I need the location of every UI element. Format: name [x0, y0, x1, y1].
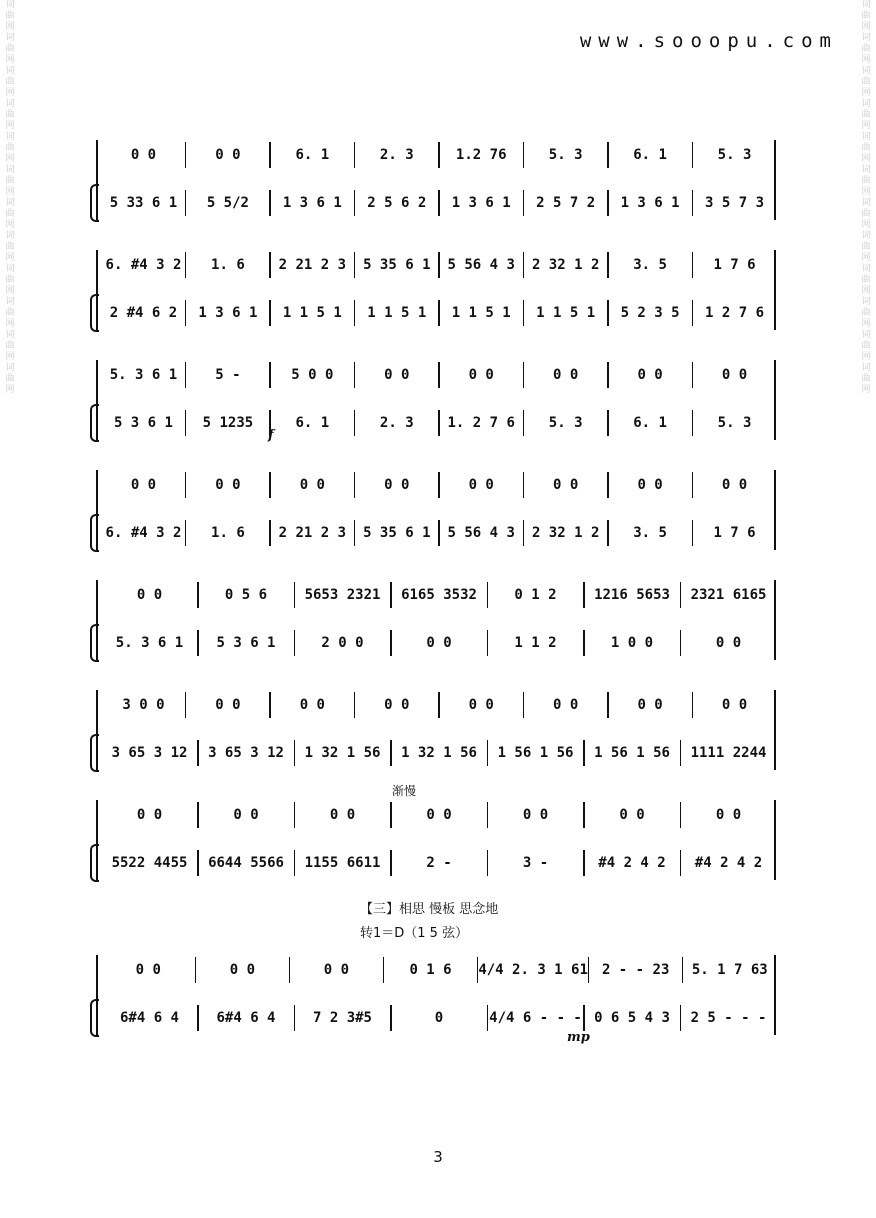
bottom-staff [102, 518, 776, 548]
measure: 0 0 [426, 807, 452, 823]
measure: 0 0 [637, 477, 663, 493]
measure: 1 32 1 56 [304, 745, 381, 761]
bottom-staff [102, 628, 776, 658]
measure: 1.2 76 [455, 147, 507, 163]
measure: 3. 5 [633, 525, 667, 541]
measure: 0 0 [468, 477, 494, 493]
measure: 0 0 [215, 147, 241, 163]
measure: 6. #4 3 2 [105, 257, 182, 273]
watermark-char: 网 [861, 88, 871, 98]
measure: 0 0 [329, 807, 356, 823]
measure: 5 0 0 [291, 367, 334, 383]
section-heading: 【三】相思 慢板 思念地 [360, 902, 499, 917]
measure: 2 5 - - - [690, 1010, 767, 1026]
watermark-char: 网 [5, 286, 15, 296]
watermark-char: 词 [5, 0, 15, 10]
watermark-char: 词 [5, 231, 15, 241]
bottom-staff [102, 408, 776, 438]
key-change: 转1＝D（1 5 弦） [360, 926, 469, 941]
watermark-char: 曲 [861, 308, 871, 318]
bottom-staff [102, 848, 776, 878]
top-staff [102, 140, 776, 170]
measure: 0 0 [215, 477, 241, 493]
measure: #4 2 4 2 [694, 855, 763, 871]
watermark-char: 曲 [5, 242, 15, 252]
measure: 6. 1 [633, 147, 667, 163]
top-staff [102, 955, 776, 985]
watermark-char: 网 [5, 154, 15, 164]
measure: 1 56 1 56 [497, 745, 574, 761]
score-system [96, 580, 776, 660]
measure: 6. 1 [295, 147, 330, 163]
measure: 5. 3 6 1 [109, 367, 178, 383]
measure: 1 3 6 1 [282, 195, 342, 211]
watermark-char: 曲 [861, 275, 871, 285]
measure: 0 0 [468, 697, 494, 713]
bottom-staff [102, 1003, 776, 1033]
measure: 6. 1 [295, 415, 330, 431]
score-system [96, 360, 776, 440]
watermark-char: 词 [861, 132, 871, 142]
measure: 0 0 [426, 635, 452, 651]
watermark-char: 网 [5, 220, 15, 230]
watermark-char: 曲 [5, 374, 15, 384]
measure: 1 1 5 1 [536, 305, 596, 321]
measure: 5. 3 [548, 415, 583, 431]
system-brace [90, 734, 99, 772]
measure: 5653 2321 [304, 587, 381, 603]
watermark-char: 曲 [5, 341, 15, 351]
watermark-char: 词 [861, 264, 871, 274]
measure: 6#4 6 4 [119, 1010, 179, 1026]
measure: 2 32 1 2 [531, 525, 600, 541]
measure: 1 7 6 [713, 525, 756, 541]
watermark-char: 词 [5, 264, 15, 274]
measure: 6644 5566 [208, 855, 284, 871]
score-system [96, 470, 776, 550]
watermark-char: 词 [5, 33, 15, 43]
measure: 0 0 [299, 477, 325, 493]
measure: 2321 6165 [690, 587, 767, 603]
watermark-char: 词 [861, 99, 871, 109]
measure: 0 0 [384, 367, 410, 383]
watermark-char: 词 [861, 33, 871, 43]
watermark-char: 网 [861, 154, 871, 164]
watermark-char: 词 [5, 165, 15, 175]
watermark-char: 词 [861, 363, 871, 373]
measure: 0 0 [135, 962, 161, 978]
measure: 0 0 [299, 697, 325, 713]
measure: 7 2 3#5 [312, 1010, 372, 1026]
watermark-char: 曲 [5, 77, 15, 87]
watermark-char: 词 [861, 297, 871, 307]
watermark-right [858, 0, 874, 1218]
system-brace [90, 514, 99, 552]
measure: 5. 3 [717, 415, 752, 431]
watermark-char: 词 [5, 66, 15, 76]
measure: 0 0 [619, 807, 645, 823]
watermark-char: 词 [861, 330, 871, 340]
watermark-char: 词 [5, 363, 15, 373]
measure: 5. 3 6 1 [115, 635, 184, 651]
measure: 5 2 3 5 [620, 305, 680, 321]
system-brace [90, 184, 99, 222]
measure: 0 0 [468, 367, 494, 383]
watermark-char: 曲 [861, 143, 871, 153]
measure: 2 - - 23 [601, 962, 670, 978]
measure: 6165 3532 [401, 587, 477, 603]
measure: 3 0 0 [122, 697, 165, 713]
watermark-char: 曲 [5, 143, 15, 153]
measure: 6. #4 3 2 [105, 525, 182, 541]
watermark-char: 曲 [5, 44, 15, 54]
bottom-staff [102, 298, 776, 328]
measure: 0 0 [229, 962, 256, 978]
measure: 1 2 7 6 [705, 305, 765, 321]
watermark-char: 曲 [5, 209, 15, 219]
measure: 2 #4 6 2 [109, 305, 178, 321]
measure: 1. 6 [211, 257, 245, 273]
top-staff [102, 690, 776, 720]
measure: 1 32 1 56 [401, 745, 477, 761]
measure: 5 56 4 3 [447, 525, 515, 541]
tempo-marking: 渐慢 [392, 784, 417, 798]
watermark-char: 网 [5, 55, 15, 65]
measure: 2 5 7 2 [536, 195, 596, 211]
measure: 5 - [215, 367, 241, 383]
measure: 0 0 [715, 807, 742, 823]
watermark-char: 词 [5, 330, 15, 340]
measure: 0 0 [136, 807, 163, 823]
watermark-char: 网 [5, 319, 15, 329]
watermark-char: 网 [5, 253, 15, 263]
measure: 0 [434, 1010, 444, 1026]
top-staff [102, 360, 776, 390]
watermark-char: 曲 [861, 341, 871, 351]
measure: 5 33 6 1 [109, 195, 178, 211]
measure: 5 5/2 [206, 195, 249, 211]
watermark-char: 曲 [861, 176, 871, 186]
measure: #4 2 4 2 [598, 855, 666, 871]
page-number: 3 [433, 1148, 443, 1166]
measure: 0 0 [233, 807, 259, 823]
dynamic-forte: f [268, 428, 274, 443]
measure: 4/4 6 - - - [489, 1010, 582, 1026]
top-staff [102, 250, 776, 280]
system-brace [90, 294, 99, 332]
watermark-char: 网 [861, 286, 871, 296]
measure: 5 1235 [202, 415, 254, 431]
measure: 5 56 4 3 [447, 257, 515, 273]
measure: 0 0 [553, 477, 579, 493]
bottom-staff [102, 188, 776, 218]
measure: 1 1 5 1 [367, 305, 427, 321]
measure: 3. 5 [633, 257, 667, 273]
watermark-char: 词 [861, 66, 871, 76]
measure: 4/4 2. 3 1 61 [478, 962, 588, 978]
measure: 3 65 3 12 [208, 745, 284, 761]
measure: 2 5 6 2 [367, 195, 427, 211]
measure: 3 5 7 3 [705, 195, 765, 211]
measure: 1 0 0 [610, 635, 654, 651]
measure: 0 0 [721, 477, 748, 493]
watermark-char: 词 [5, 132, 15, 142]
watermark-char: 曲 [5, 275, 15, 285]
watermark-char: 曲 [861, 374, 871, 384]
watermark-char: 曲 [5, 176, 15, 186]
measure: 1 7 6 [713, 257, 756, 273]
measure: 2. 3 [379, 147, 414, 163]
watermark-char: 网 [861, 55, 871, 65]
watermark-char: 网 [5, 352, 15, 362]
top-staff [102, 580, 776, 610]
measure: 1 3 6 1 [198, 305, 258, 321]
watermark-char: 曲 [861, 77, 871, 87]
watermark-left [2, 0, 18, 1218]
watermark-char: 曲 [861, 11, 871, 21]
system-brace [90, 624, 99, 662]
watermark-char: 网 [861, 385, 871, 395]
watermark-char: 网 [861, 253, 871, 263]
top-staff [102, 470, 776, 500]
score-system [96, 955, 776, 1035]
measure: 1111 2244 [690, 745, 767, 761]
watermark-char: 词 [861, 198, 871, 208]
top-staff [102, 800, 776, 830]
measure: 0 0 [130, 477, 157, 493]
score-system [96, 800, 776, 880]
measure: 0 0 [384, 697, 410, 713]
measure: 0 0 [215, 697, 241, 713]
site-url: www.sooopu.com [579, 30, 838, 52]
measure: 2. 3 [379, 415, 414, 431]
measure: 1. 6 [211, 525, 245, 541]
system-brace [90, 999, 99, 1037]
measure: 0 6 5 4 3 [594, 1010, 670, 1026]
watermark-char: 网 [5, 22, 15, 32]
measure: 5. 3 [548, 147, 583, 163]
measure: 1155 6611 [304, 855, 381, 871]
score-system [96, 690, 776, 770]
measure: 0 0 [637, 697, 663, 713]
watermark-char: 网 [5, 121, 15, 131]
measure: 0 0 [715, 635, 742, 651]
measure: 0 0 [637, 367, 663, 383]
watermark-char: 曲 [5, 11, 15, 21]
watermark-char: 网 [5, 187, 15, 197]
measure: 5. 1 7 63 [691, 962, 768, 978]
watermark-char: 词 [861, 165, 871, 175]
watermark-char: 网 [5, 385, 15, 395]
measure: 3 - [522, 855, 549, 871]
measure: 5 3 6 1 [113, 415, 173, 431]
watermark-char: 曲 [861, 44, 871, 54]
watermark-char: 网 [861, 22, 871, 32]
measure: 5 35 6 1 [363, 257, 431, 273]
measure: 1 1 5 1 [282, 305, 342, 321]
measure: 0 0 [136, 587, 163, 603]
watermark-char: 网 [861, 121, 871, 131]
system-brace [90, 844, 99, 882]
measure: 1 1 5 1 [451, 305, 511, 321]
watermark-char: 词 [861, 0, 871, 10]
watermark-char: 网 [861, 187, 871, 197]
watermark-char: 曲 [5, 110, 15, 120]
measure: 0 0 [553, 367, 579, 383]
measure: 5522 4455 [111, 855, 188, 871]
measure: 0 5 6 [224, 587, 268, 603]
measure: 2 - [426, 855, 452, 871]
measure: 5 35 6 1 [363, 525, 431, 541]
measure: 0 0 [384, 477, 410, 493]
measure: 0 0 [721, 367, 748, 383]
measure: 0 1 6 [409, 962, 452, 978]
measure: 5. 3 [717, 147, 752, 163]
watermark-char: 词 [861, 231, 871, 241]
watermark-char: 词 [5, 198, 15, 208]
measure: 1 3 6 1 [451, 195, 511, 211]
watermark-char: 网 [861, 319, 871, 329]
bottom-staff [102, 738, 776, 768]
measure: 2 21 2 3 [278, 525, 347, 541]
measure: 6. 1 [633, 415, 667, 431]
watermark-char: 曲 [861, 242, 871, 252]
watermark-char: 曲 [861, 209, 871, 219]
measure: 1216 5653 [594, 587, 670, 603]
system-brace [90, 404, 99, 442]
dynamic-mezzo-piano: mp [567, 1030, 590, 1045]
watermark-char: 网 [5, 88, 15, 98]
watermark-char: 曲 [5, 308, 15, 318]
measure: 3 65 3 12 [111, 745, 188, 761]
measure: 1 3 6 1 [620, 195, 680, 211]
measure: 2 0 0 [321, 635, 364, 651]
watermark-char: 词 [5, 297, 15, 307]
measure: 1 56 1 56 [594, 745, 670, 761]
measure: 0 0 [323, 962, 350, 978]
measure: 1. 2 7 6 [447, 415, 515, 431]
measure: 0 0 [130, 147, 157, 163]
score-system [96, 250, 776, 330]
score-system [96, 140, 776, 220]
measure: 6#4 6 4 [216, 1010, 276, 1026]
measure: 5 3 6 1 [216, 635, 276, 651]
measure: 0 0 [721, 697, 748, 713]
measure: 2 32 1 2 [531, 257, 600, 273]
measure: 2 21 2 3 [278, 257, 347, 273]
watermark-char: 曲 [861, 110, 871, 120]
measure: 1 1 2 [514, 635, 557, 651]
watermark-char: 网 [861, 352, 871, 362]
watermark-char: 词 [5, 99, 15, 109]
measure: 0 1 2 [514, 587, 557, 603]
measure: 0 0 [553, 697, 579, 713]
measure: 0 0 [522, 807, 549, 823]
watermark-char: 网 [861, 220, 871, 230]
